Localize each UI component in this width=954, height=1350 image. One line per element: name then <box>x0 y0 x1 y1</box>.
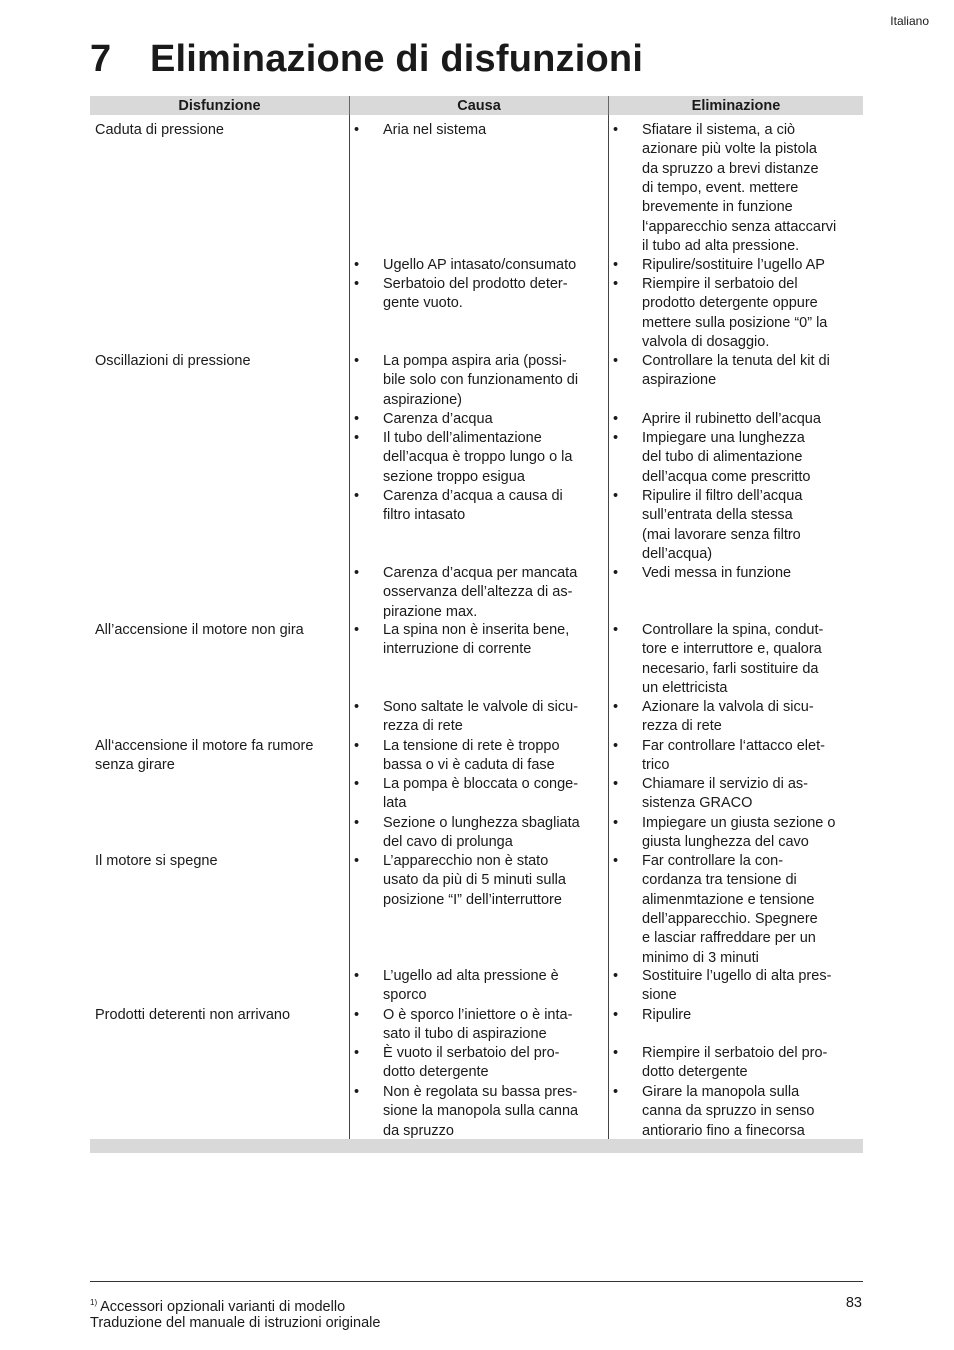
causa-line: aspirazione) <box>383 391 462 408</box>
eliminazione-line: Ripulire/sostituire l’ugello AP <box>642 257 825 273</box>
causa-line: dell’acqua è troppo lungo o la <box>383 449 573 466</box>
eliminazione-line: Aprire il rubinetto dell’acqua <box>642 411 821 427</box>
eliminazione-line: Riempire il serbatoio del pro- <box>642 1045 828 1061</box>
bullet-glyph: • <box>354 968 360 984</box>
causa-line: bassa o vi è caduta di fase <box>383 757 555 774</box>
eliminazione-line: Azionare la valvola di sicu- <box>642 699 814 715</box>
causa-line: posizione “I” dell’interruttore <box>383 891 562 908</box>
disfunzione-line: Prodotti deterenti non arrivano <box>95 1007 291 1023</box>
bullet-glyph: • <box>354 411 360 427</box>
manual-subtitle: Traduzione del manuale di istruzioni originale <box>90 1315 381 1331</box>
bullet-glyph: • <box>354 276 360 292</box>
causa-line: Carenza d’acqua per mancata <box>383 565 578 581</box>
causa-line: Sono saltate le valvole di sicu- <box>383 699 579 715</box>
eliminazione-line: antiorario fino a finecorsa <box>642 1122 805 1139</box>
bullet-glyph: • <box>613 968 619 984</box>
eliminazione-line: Ripulire il filtro dell’acqua <box>642 488 803 504</box>
bullet-glyph: • <box>613 1084 619 1100</box>
bullet-glyph: • <box>613 815 619 831</box>
bullet-glyph: • <box>613 853 619 869</box>
bullet-glyph: • <box>354 122 360 138</box>
bullet-glyph: • <box>354 1045 360 1061</box>
eliminazione-line: trico <box>642 757 670 774</box>
causa-line: Il tubo dell’alimentazione <box>383 430 542 446</box>
eliminazione-line: Far controllare l‘attacco elet- <box>642 738 825 754</box>
causa-line: La tensione di rete è troppo <box>383 738 560 754</box>
eliminazione-line: l‘apparecchio senza attaccarvi <box>642 218 837 235</box>
disfunzione-line: senza girare <box>95 757 175 774</box>
eliminazione-line: Chiamare il servizio di as- <box>642 776 808 792</box>
table-body <box>90 115 863 1139</box>
causa-line: Carenza d’acqua a causa di <box>383 488 563 504</box>
eliminazione-line: giusta lunghezza del cavo <box>642 834 809 851</box>
eliminazione-line: rezza di rete <box>642 718 722 735</box>
eliminazione-line: Controllare la spina, condut- <box>642 622 824 638</box>
bullet-glyph: • <box>613 776 619 792</box>
table-footer-bar <box>90 1139 863 1153</box>
eliminazione-line: dell’acqua come prescritto <box>642 468 811 485</box>
header-eliminazione: Eliminazione <box>608 96 863 115</box>
causa-line: sato il tubo di aspirazione <box>383 1026 547 1043</box>
troubleshooting-table <box>90 96 863 1153</box>
eliminazione-line: tore e interruttore e, qualora <box>642 641 822 658</box>
disfunzione-line: All’accensione il motore non gira <box>95 622 304 638</box>
bullet-glyph: • <box>613 1045 619 1061</box>
eliminazione-line: Controllare la tenuta del kit di <box>642 353 830 369</box>
eliminazione-line: necesario, farli sostituire da <box>642 660 819 677</box>
bullet-glyph: • <box>613 565 619 581</box>
bullet-glyph: • <box>613 699 619 715</box>
eliminazione-line: canna da spruzzo in senso <box>642 1103 815 1120</box>
causa-line: La pompa è bloccata o conge- <box>383 776 579 792</box>
bullet-glyph: • <box>354 815 360 831</box>
bullet-glyph: • <box>613 488 619 504</box>
footer-divider <box>90 1281 863 1282</box>
eliminazione-line: il tubo ad alta pressione. <box>642 237 800 254</box>
bullet-glyph: • <box>354 353 360 369</box>
footnote-text: Accessori opzionali varianti di modello <box>100 1299 346 1315</box>
causa-line: Aria nel sistema <box>383 122 487 138</box>
page-title <box>90 38 643 81</box>
section-number: 7 <box>90 38 112 80</box>
eliminazione-line: minimo di 3 minuti <box>642 949 759 966</box>
bullet-glyph: • <box>354 257 360 273</box>
causa-line: sezione troppo esigua <box>383 468 525 485</box>
bullet-glyph: • <box>613 122 619 138</box>
causa-line: Carenza d’acqua <box>383 411 493 427</box>
causa-line: L’apparecchio non è stato <box>383 853 549 869</box>
eliminazione-line: Vedi messa in funzione <box>642 565 792 581</box>
eliminazione-line: prodotto detergente oppure <box>642 295 818 312</box>
language-label: Italiano <box>890 14 929 28</box>
causa-line: del cavo di prolunga <box>383 834 513 851</box>
eliminazione-line: Sfiatare il sistema, a ciò <box>642 122 796 138</box>
eliminazione-line: cordanza tra tensione di <box>642 872 797 889</box>
eliminazione-line: del tubo di alimentazione <box>642 449 803 466</box>
causa-line: Serbatoio del prodotto deter- <box>383 276 568 292</box>
column-causa <box>349 115 608 1139</box>
eliminazione-line: da spruzzo a brevi distanze <box>642 160 819 177</box>
column-disfunzione <box>90 115 349 1139</box>
causa-line: Ugello AP intasato/consumato <box>383 257 577 273</box>
causa-line: O è sporco l’iniettore o è inta- <box>383 1007 573 1023</box>
column-eliminazione <box>608 115 863 1139</box>
eliminazione-line: azionare più volte la pistola <box>642 141 817 158</box>
causa-line: osservanza dell’altezza di as- <box>383 584 573 601</box>
eliminazione-line: Riempire il serbatoio del <box>642 276 798 292</box>
eliminazione-line: dell’acqua) <box>642 545 713 562</box>
causa-line: pirazione max. <box>383 603 478 620</box>
bullet-glyph: • <box>613 430 619 446</box>
bullet-glyph: • <box>354 430 360 446</box>
bullet-glyph: • <box>354 1084 360 1100</box>
bullet-glyph: • <box>354 853 360 869</box>
causa-line: gente vuoto. <box>383 295 463 312</box>
causa-line: L’ugello ad alta pressione è <box>383 968 559 984</box>
causa-line: Non è regolata su bassa pres- <box>383 1084 578 1100</box>
bullet-glyph: • <box>354 699 360 715</box>
eliminazione-line: alimenmtazione e tensione <box>642 891 815 908</box>
eliminazione-line: brevemente in funzione <box>642 199 793 216</box>
disfunzione-line: Il motore si spegne <box>95 853 218 869</box>
eliminazione-line: e lasciar raffreddare per un <box>642 930 816 947</box>
disfunzione-line: All‘accensione il motore fa rumore <box>95 738 314 754</box>
causa-line: dotto detergente <box>383 1064 489 1081</box>
causa-line: Sezione o lunghezza sbagliata <box>383 815 580 831</box>
eliminazione-line: Sostituire l’ugello di alta pres- <box>642 968 832 984</box>
bullet-glyph: • <box>354 1007 360 1023</box>
causa-line: La pompa aspira aria (possi- <box>383 353 567 369</box>
bullet-glyph: • <box>613 353 619 369</box>
bullet-glyph: • <box>613 738 619 754</box>
causa-line: bile solo con funzionamento di <box>383 372 579 389</box>
causa-line: sione la manopola sulla canna <box>383 1103 579 1120</box>
bullet-glyph: • <box>354 622 360 638</box>
causa-line: La spina non è inserita bene, <box>383 622 570 638</box>
eliminazione-line: mettere sulla posizione “0” la <box>642 314 828 331</box>
bullet-glyph: • <box>613 276 619 292</box>
bullet-glyph: • <box>354 565 360 581</box>
eliminazione-line: Girare la manopola sulla <box>642 1084 800 1100</box>
eliminazione-line: un elettricista <box>642 679 728 696</box>
bullet-glyph: • <box>354 776 360 792</box>
eliminazione-line: Impiegare un giusta sezione o <box>642 815 836 831</box>
bullet-glyph: • <box>613 257 619 273</box>
footnote-marker: 1) <box>90 1298 98 1307</box>
causa-line: usato da più di 5 minuti sulla <box>383 872 566 889</box>
bullet-glyph: • <box>613 1007 619 1023</box>
bullet-glyph: • <box>613 411 619 427</box>
causa-line: rezza di rete <box>383 718 463 735</box>
causa-line: sporco <box>383 987 427 1004</box>
eliminazione-line: sull’entrata della stessa <box>642 507 793 524</box>
causa-line: È vuoto il serbatoio del pro- <box>383 1045 560 1061</box>
eliminazione-line: Ripulire <box>642 1007 692 1023</box>
causa-line: interruzione di corrente <box>383 641 532 658</box>
eliminazione-line: (mai lavorare senza filtro <box>642 526 801 543</box>
bullet-glyph: • <box>354 488 360 504</box>
eliminazione-line: dell’apparecchio. Spegnere <box>642 910 818 927</box>
section-title: Eliminazione di disfunzioni <box>150 38 644 80</box>
disfunzione-line: Caduta di pressione <box>95 122 224 138</box>
header-causa: Causa <box>349 96 608 115</box>
causa-line: filtro intasato <box>383 507 466 524</box>
eliminazione-line: sione <box>642 987 677 1004</box>
eliminazione-line: Impiegare una lunghezza <box>642 430 805 446</box>
table-header <box>90 96 863 115</box>
disfunzione-line: Oscillazioni di pressione <box>95 353 251 369</box>
eliminazione-line: valvola di dosaggio. <box>642 333 770 350</box>
eliminazione-line: di tempo, event. mettere <box>642 179 799 196</box>
eliminazione-line: sistenza GRACO <box>642 795 753 812</box>
causa-line: lata <box>383 795 407 812</box>
causa-line: da spruzzo <box>383 1122 454 1139</box>
eliminazione-line: dotto detergente <box>642 1064 748 1081</box>
bullet-glyph: • <box>354 738 360 754</box>
eliminazione-line: aspirazione <box>642 372 717 389</box>
eliminazione-line: Far controllare la con- <box>642 853 784 869</box>
header-disfunzione: Disfunzione <box>178 97 261 114</box>
page-number: 83 <box>845 1295 862 1311</box>
bullet-glyph: • <box>613 622 619 638</box>
